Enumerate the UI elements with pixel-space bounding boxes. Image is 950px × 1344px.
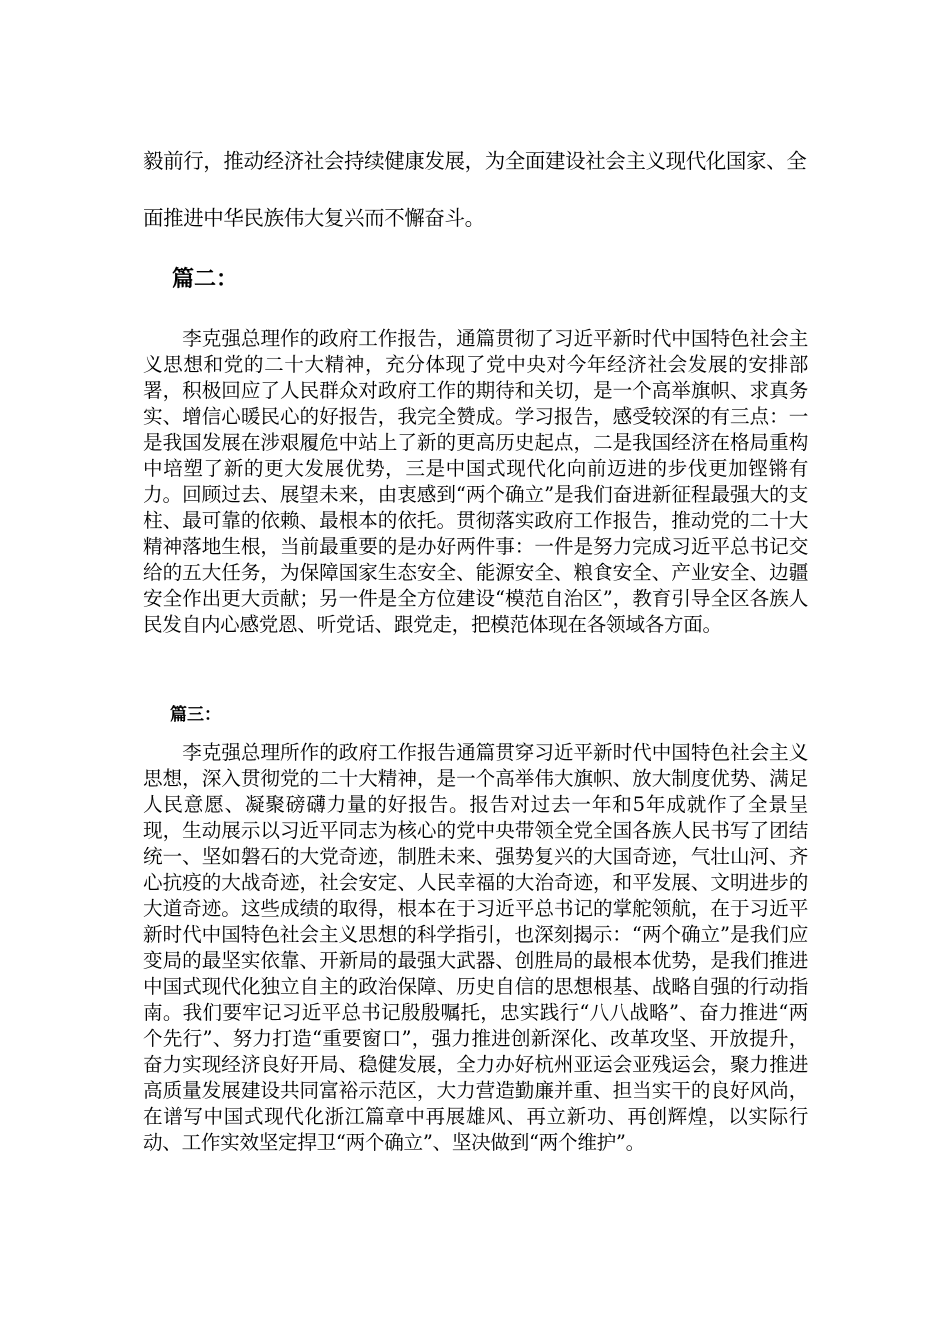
section-two-body: 李克强总理作的政府工作报告，通篇贯彻了习近平新时代中国特色社会主义思想和党的二十大精神，充分体现了党中央对今年经济社会发展的安排部署，积极回应了人民群众对政府工作的期待和关切，是一个高举旗帜、求真务实、增信心暖民心的好报告，我完全赞成。学习报告，感受较深的有三点：一是我国发展在涉艰履危中站上了新的更高历史起点，二是我国经济在格局重构中培塑了新的更大发展优势，三是中国式现代化向前迈进的步伐更加铿锵有力。回顾过去、展望未来，由衷感到“两个确立”是我们奋进新征程最强大的支柱、最可靠的依赖、最根本的依托。贯彻落实政府工作报告，推动党的二十大精神落地生根，当前最重要的是办好两件事：一件是努力完成习近平总书记交给的五大任务，为保障国家生态安全、能源安全、粮食安全、产业安全、边疆安全作出更大贡献；另一件是全方位建设“模范自治区”，教育引导全区各族人民发自内心感党恩、听党话、跟党走，把模范体现在各领域各方面。 bbox=[143, 327, 808, 636]
continuation-paragraph: 毅前行，推动经济社会持续健康发展，为全面建设社会主义现代化国家、全面推进中华民族伟大复兴而不懈奋斗。 bbox=[143, 149, 807, 230]
section-three-heading: 篇三： bbox=[170, 705, 221, 725]
section-three-body: 李克强总理所作的政府工作报告通篇贯穿习近平新时代中国特色社会主义思想，深入贯彻党的二十大精神，是一个高举伟大旗帜、放大制度优势、满足人民意愿、凝聚磅礴力量的好报告。报告对过去一年和5年成就作了全景呈现，生动展示以习近平同志为核心的党中央带领全党全国各族人民书写了团结统一、坚如磐石的大党奇迹，制胜未来、强势复兴的大国奇迹，气壮山河、齐心抗疫的大战奇迹，社会安定、人民幸福的大治奇迹，和平发展、文明进步的大道奇迹。这些成绩的取得，根本在于习近平总书记的掌舵领航，在于习近平新时代中国特色社会主义思想的科学指引，也深刻揭示：“两个确立”是我们应变局的最坚实依靠、开新局的最强大武器、创胜局的最根本优势，是我们推进中国式现代化独立自主的政治保障、历史自信的思想根基、战略自强的行动指南。我们要牢记习近平总书记殷殷嘱托，忠实践行“八八战略”、奋力推进“两个先行”、努力打造“重要窗口”，强力推进创新深化、改革攻坚、开放提升，奋力实现经济良好开局、稳健发展，全力办好杭州亚运会亚残运会，聚力推进高质量发展建设共同富裕示范区，大力营造勤廉并重、担当实干的良好风尚，在谱写中国式现代化浙江篇章中再展雄风、再立新功、再创辉煌，以实际行动、工作实效坚定捍卫“两个确立”、坚决做到“两个维护”。 bbox=[143, 741, 808, 1154]
section-two-heading: 篇二： bbox=[172, 267, 239, 292]
